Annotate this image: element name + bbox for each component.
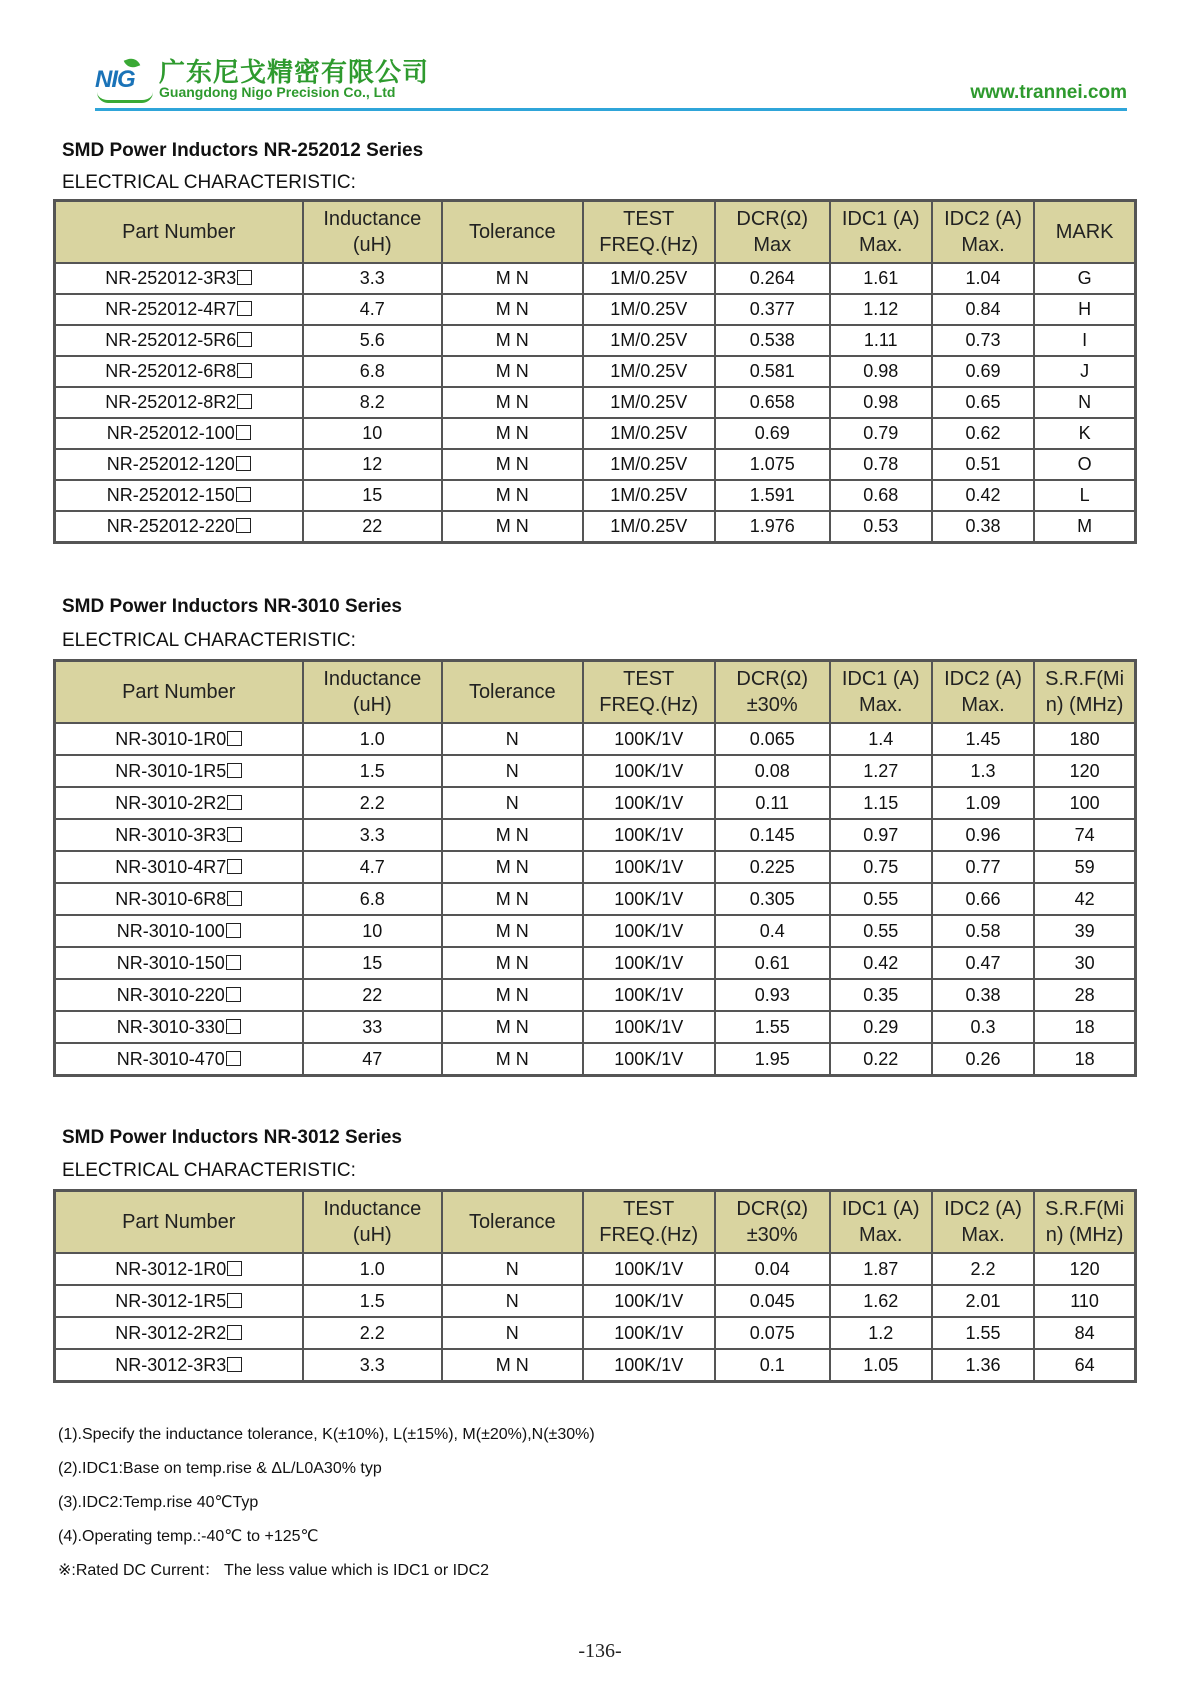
- cell-tolerance: M N: [442, 294, 583, 325]
- tolerance-code-box-icon: [227, 731, 242, 746]
- cell-last-col: 84: [1034, 1317, 1135, 1349]
- tolerance-code-box-icon: [227, 1325, 242, 1340]
- cell-idc2: 0.77: [932, 851, 1034, 883]
- cell-idc2: 0.58: [932, 915, 1034, 947]
- table-header-row: [55, 1191, 1136, 1254]
- cell-last-col: N: [1034, 387, 1135, 418]
- table-row: [55, 819, 1136, 851]
- cell-idc2: 1.55: [932, 1317, 1034, 1349]
- cell-dcr: 0.065: [715, 723, 830, 755]
- cell-idc1: 1.27: [830, 755, 932, 787]
- cell-part-number: NR-252012-3R3: [55, 263, 303, 294]
- cell-idc1: 0.97: [830, 819, 932, 851]
- cell-last-col: 18: [1034, 1011, 1135, 1043]
- cell-test-freq: 1M/0.25V: [583, 449, 715, 480]
- cell-tolerance: M N: [442, 480, 583, 511]
- column-header-last-col: S.R.F(Mi n) (MHz): [1034, 661, 1135, 724]
- footnote: (1).Specify the inductance tolerance, K(±10%), L(±15%), M(±20%),N(±30%): [58, 1426, 595, 1443]
- cell-tolerance: M N: [442, 947, 583, 979]
- cell-last-col: J: [1034, 356, 1135, 387]
- spec-table-nr252012: [53, 199, 1137, 544]
- cell-part-number: NR-252012-6R8: [55, 356, 303, 387]
- tolerance-code-box-icon: [236, 425, 251, 440]
- table-row: [55, 787, 1136, 819]
- cell-tolerance: M N: [442, 883, 583, 915]
- cell-part-number: NR-3010-6R8: [55, 883, 303, 915]
- cell-part-number: NR-3012-1R5: [55, 1285, 303, 1317]
- column-header-dcr: DCR(Ω) ±30%: [715, 1191, 830, 1254]
- logo-text: NIG: [95, 66, 135, 93]
- cell-test-freq: 100K/1V: [583, 1253, 715, 1285]
- tolerance-code-box-icon: [226, 1019, 241, 1034]
- cell-test-freq: 1M/0.25V: [583, 325, 715, 356]
- column-header-last-col: MARK: [1034, 201, 1135, 264]
- cell-test-freq: 100K/1V: [583, 723, 715, 755]
- column-header-last-col: S.R.F(Mi n) (MHz): [1034, 1191, 1135, 1254]
- cell-inductance: 12: [303, 449, 443, 480]
- cell-idc2: 0.38: [932, 511, 1034, 543]
- header-divider: [95, 108, 1127, 111]
- cell-part-number: NR-3010-1R0: [55, 723, 303, 755]
- table-row: [55, 755, 1136, 787]
- cell-test-freq: 1M/0.25V: [583, 387, 715, 418]
- cell-tolerance: M N: [442, 356, 583, 387]
- cell-dcr: 0.045: [715, 1285, 830, 1317]
- tolerance-code-box-icon: [237, 363, 252, 378]
- cell-last-col: 110: [1034, 1285, 1135, 1317]
- cell-inductance: 6.8: [303, 883, 443, 915]
- column-header-inductance: Inductance (uH): [303, 1191, 443, 1254]
- column-header-idc1: IDC1 (A) Max.: [830, 661, 932, 724]
- cell-idc2: 0.51: [932, 449, 1034, 480]
- section-title: SMD Power Inductors NR-3012 Series: [62, 1127, 402, 1148]
- cell-inductance: 1.5: [303, 1285, 443, 1317]
- cell-last-col: 100: [1034, 787, 1135, 819]
- tolerance-code-box-icon: [237, 301, 252, 316]
- company-logo-icon: [95, 58, 153, 102]
- cell-idc2: 0.3: [932, 1011, 1034, 1043]
- cell-idc1: 1.15: [830, 787, 932, 819]
- table-row: [55, 1043, 1136, 1076]
- cell-inductance: 3.3: [303, 1349, 443, 1382]
- cell-dcr: 1.591: [715, 480, 830, 511]
- cell-idc1: 1.4: [830, 723, 932, 755]
- cell-idc1: 0.55: [830, 915, 932, 947]
- cell-inductance: 2.2: [303, 787, 443, 819]
- cell-idc1: 0.79: [830, 418, 932, 449]
- cell-tolerance: N: [442, 1317, 583, 1349]
- cell-dcr: 0.305: [715, 883, 830, 915]
- cell-tolerance: M N: [442, 851, 583, 883]
- tolerance-code-box-icon: [236, 487, 251, 502]
- table-row: [55, 294, 1136, 325]
- cell-idc1: 1.11: [830, 325, 932, 356]
- cell-idc1: 1.62: [830, 1285, 932, 1317]
- cell-dcr: 1.075: [715, 449, 830, 480]
- cell-inductance: 4.7: [303, 851, 443, 883]
- cell-dcr: 0.075: [715, 1317, 830, 1349]
- cell-dcr: 0.08: [715, 755, 830, 787]
- cell-last-col: H: [1034, 294, 1135, 325]
- cell-last-col: O: [1034, 449, 1135, 480]
- cell-part-number: NR-3010-2R2: [55, 787, 303, 819]
- cell-last-col: 120: [1034, 755, 1135, 787]
- cell-part-number: NR-3010-150: [55, 947, 303, 979]
- cell-idc1: 0.78: [830, 449, 932, 480]
- tolerance-code-box-icon: [226, 987, 241, 1002]
- cell-part-number: NR-3012-3R3: [55, 1349, 303, 1382]
- cell-inductance: 10: [303, 915, 443, 947]
- cell-idc1: 0.53: [830, 511, 932, 543]
- cell-part-number: NR-3012-1R0: [55, 1253, 303, 1285]
- tolerance-code-box-icon: [237, 270, 252, 285]
- tolerance-code-box-icon: [226, 923, 241, 938]
- section-title: SMD Power Inductors NR-252012 Series: [62, 140, 424, 161]
- table-row: [55, 1285, 1136, 1317]
- cell-last-col: 59: [1034, 851, 1135, 883]
- cell-tolerance: M N: [442, 1349, 583, 1382]
- cell-test-freq: 100K/1V: [583, 1011, 715, 1043]
- cell-tolerance: N: [442, 787, 583, 819]
- cell-part-number: NR-252012-120: [55, 449, 303, 480]
- column-header-idc1: IDC1 (A) Max.: [830, 1191, 932, 1254]
- cell-idc2: 1.36: [932, 1349, 1034, 1382]
- column-header-test-freq: TEST FREQ.(Hz): [583, 661, 715, 724]
- cell-test-freq: 1M/0.25V: [583, 480, 715, 511]
- cell-test-freq: 1M/0.25V: [583, 418, 715, 449]
- cell-dcr: 0.145: [715, 819, 830, 851]
- cell-idc2: 0.73: [932, 325, 1034, 356]
- table-row: [55, 915, 1136, 947]
- table-header-row: [55, 201, 1136, 264]
- cell-idc2: 1.04: [932, 263, 1034, 294]
- table-row: [55, 883, 1136, 915]
- cell-test-freq: 100K/1V: [583, 787, 715, 819]
- column-header-idc2: IDC2 (A) Max.: [932, 201, 1034, 264]
- cell-idc2: 0.38: [932, 979, 1034, 1011]
- cell-idc1: 0.35: [830, 979, 932, 1011]
- cell-dcr: 0.04: [715, 1253, 830, 1285]
- table-row: [55, 1253, 1136, 1285]
- cell-test-freq: 100K/1V: [583, 1285, 715, 1317]
- cell-idc1: 1.05: [830, 1349, 932, 1382]
- spec-table-nr3012: [53, 1189, 1137, 1383]
- tolerance-code-box-icon: [237, 332, 252, 347]
- cell-idc2: 0.69: [932, 356, 1034, 387]
- cell-tolerance: N: [442, 723, 583, 755]
- cell-dcr: 0.11: [715, 787, 830, 819]
- cell-last-col: 30: [1034, 947, 1135, 979]
- table-row: [55, 947, 1136, 979]
- cell-idc1: 1.61: [830, 263, 932, 294]
- cell-test-freq: 1M/0.25V: [583, 511, 715, 543]
- cell-idc1: 0.29: [830, 1011, 932, 1043]
- cell-part-number: NR-252012-150: [55, 480, 303, 511]
- cell-idc1: 1.87: [830, 1253, 932, 1285]
- cell-idc2: 0.42: [932, 480, 1034, 511]
- column-header-test-freq: TEST FREQ.(Hz): [583, 1191, 715, 1254]
- cell-tolerance: M N: [442, 915, 583, 947]
- cell-dcr: 0.69: [715, 418, 830, 449]
- cell-dcr: 0.93: [715, 979, 830, 1011]
- table-row: [55, 979, 1136, 1011]
- section-subtitle: ELECTRICAL CHARACTERISTIC:: [62, 630, 356, 651]
- cell-part-number: NR-3010-3R3: [55, 819, 303, 851]
- cell-dcr: 0.377: [715, 294, 830, 325]
- table-row: [55, 1349, 1136, 1382]
- cell-tolerance: N: [442, 1285, 583, 1317]
- tolerance-code-box-icon: [227, 859, 242, 874]
- table-row: [55, 723, 1136, 755]
- cell-dcr: 0.581: [715, 356, 830, 387]
- cell-part-number: NR-3010-330: [55, 1011, 303, 1043]
- cell-part-number: NR-252012-8R2: [55, 387, 303, 418]
- cell-part-number: NR-3010-4R7: [55, 851, 303, 883]
- cell-last-col: 18: [1034, 1043, 1135, 1076]
- cell-test-freq: 100K/1V: [583, 1317, 715, 1349]
- cell-dcr: 0.538: [715, 325, 830, 356]
- cell-inductance: 15: [303, 947, 443, 979]
- cell-part-number: NR-252012-4R7: [55, 294, 303, 325]
- table-row: [55, 387, 1136, 418]
- cell-tolerance: M N: [442, 1043, 583, 1076]
- cell-inductance: 10: [303, 418, 443, 449]
- cell-idc2: 2.01: [932, 1285, 1034, 1317]
- cell-test-freq: 100K/1V: [583, 915, 715, 947]
- cell-dcr: 0.264: [715, 263, 830, 294]
- table-row: [55, 511, 1136, 543]
- cell-tolerance: M N: [442, 387, 583, 418]
- cell-last-col: K: [1034, 418, 1135, 449]
- footnote: (2).IDC1:Base on temp.rise & ΔL/L0A30% typ: [58, 1460, 382, 1477]
- cell-part-number: NR-252012-220: [55, 511, 303, 543]
- cell-idc2: 1.09: [932, 787, 1034, 819]
- column-header-dcr: DCR(Ω) ±30%: [715, 661, 830, 724]
- footnote: (4).Operating temp.:-40℃ to +125℃: [58, 1528, 319, 1545]
- cell-inductance: 22: [303, 511, 443, 543]
- section-subtitle: ELECTRICAL CHARACTERISTIC:: [62, 1160, 356, 1181]
- cell-last-col: I: [1034, 325, 1135, 356]
- cell-inductance: 2.2: [303, 1317, 443, 1349]
- cell-dcr: 1.976: [715, 511, 830, 543]
- company-name-en: Guangdong Nigo Precision Co., Ltd: [159, 84, 396, 100]
- cell-test-freq: 100K/1V: [583, 1043, 715, 1076]
- table-row: [55, 1317, 1136, 1349]
- cell-inductance: 6.8: [303, 356, 443, 387]
- cell-tolerance: M N: [442, 263, 583, 294]
- cell-inductance: 22: [303, 979, 443, 1011]
- cell-idc2: 0.65: [932, 387, 1034, 418]
- cell-part-number: NR-3012-2R2: [55, 1317, 303, 1349]
- tolerance-code-box-icon: [227, 827, 242, 842]
- cell-test-freq: 1M/0.25V: [583, 356, 715, 387]
- column-header-idc2: IDC2 (A) Max.: [932, 661, 1034, 724]
- cell-test-freq: 100K/1V: [583, 1349, 715, 1382]
- cell-idc2: 0.47: [932, 947, 1034, 979]
- cell-test-freq: 100K/1V: [583, 819, 715, 851]
- tolerance-code-box-icon: [227, 1261, 242, 1276]
- section-title: SMD Power Inductors NR-3010 Series: [62, 596, 402, 617]
- cell-idc1: 0.55: [830, 883, 932, 915]
- cell-idc2: 0.84: [932, 294, 1034, 325]
- table-row: [55, 851, 1136, 883]
- tolerance-code-box-icon: [236, 456, 251, 471]
- spec-table-nr3010: [53, 659, 1137, 1077]
- cell-part-number: NR-252012-100: [55, 418, 303, 449]
- cell-idc1: 0.22: [830, 1043, 932, 1076]
- cell-idc2: 0.96: [932, 819, 1034, 851]
- table-row: [55, 263, 1136, 294]
- cell-last-col: 120: [1034, 1253, 1135, 1285]
- column-header-inductance: Inductance (uH): [303, 201, 443, 264]
- cell-test-freq: 100K/1V: [583, 883, 715, 915]
- cell-test-freq: 100K/1V: [583, 851, 715, 883]
- cell-last-col: G: [1034, 263, 1135, 294]
- cell-inductance: 3.3: [303, 263, 443, 294]
- cell-idc1: 0.98: [830, 387, 932, 418]
- tolerance-code-box-icon: [227, 1293, 242, 1308]
- column-header-test-freq: TEST FREQ.(Hz): [583, 201, 715, 264]
- column-header-inductance: Inductance (uH): [303, 661, 443, 724]
- cell-tolerance: M N: [442, 819, 583, 851]
- table-row: [55, 356, 1136, 387]
- column-header-idc1: IDC1 (A) Max.: [830, 201, 932, 264]
- column-header-tolerance: Tolerance: [442, 661, 583, 724]
- cell-inductance: 15: [303, 480, 443, 511]
- cell-tolerance: M N: [442, 418, 583, 449]
- column-header-tolerance: Tolerance: [442, 201, 583, 264]
- cell-idc2: 0.66: [932, 883, 1034, 915]
- cell-tolerance: M N: [442, 979, 583, 1011]
- cell-idc2: 1.45: [932, 723, 1034, 755]
- cell-idc2: 0.62: [932, 418, 1034, 449]
- footnotes: [58, 1418, 595, 1588]
- column-header-tolerance: Tolerance: [442, 1191, 583, 1254]
- cell-idc1: 0.98: [830, 356, 932, 387]
- column-header-part-number: Part Number: [55, 661, 303, 724]
- tolerance-code-box-icon: [226, 955, 241, 970]
- cell-last-col: 42: [1034, 883, 1135, 915]
- tolerance-code-box-icon: [227, 891, 242, 906]
- logo-swoosh-icon: [97, 92, 153, 103]
- tolerance-code-box-icon: [236, 518, 251, 533]
- company-name-cn: 广东尼戈精密有限公司: [159, 58, 430, 88]
- column-header-part-number: Part Number: [55, 201, 303, 264]
- cell-test-freq: 100K/1V: [583, 755, 715, 787]
- cell-part-number: NR-3010-470: [55, 1043, 303, 1076]
- cell-tolerance: M N: [442, 1011, 583, 1043]
- column-header-dcr: DCR(Ω) Max: [715, 201, 830, 264]
- cell-tolerance: M N: [442, 511, 583, 543]
- cell-inductance: 8.2: [303, 387, 443, 418]
- cell-part-number: NR-3010-100: [55, 915, 303, 947]
- cell-idc1: 0.75: [830, 851, 932, 883]
- cell-idc2: 2.2: [932, 1253, 1034, 1285]
- table-row: [55, 418, 1136, 449]
- cell-inductance: 1.0: [303, 723, 443, 755]
- cell-last-col: 39: [1034, 915, 1135, 947]
- cell-inductance: 33: [303, 1011, 443, 1043]
- cell-tolerance: N: [442, 1253, 583, 1285]
- cell-part-number: NR-3010-1R5: [55, 755, 303, 787]
- cell-inductance: 47: [303, 1043, 443, 1076]
- table-row: [55, 449, 1136, 480]
- cell-dcr: 1.55: [715, 1011, 830, 1043]
- cell-inductance: 5.6: [303, 325, 443, 356]
- cell-last-col: 180: [1034, 723, 1135, 755]
- cell-idc1: 1.12: [830, 294, 932, 325]
- cell-part-number: NR-252012-5R6: [55, 325, 303, 356]
- cell-dcr: 1.95: [715, 1043, 830, 1076]
- cell-idc2: 0.26: [932, 1043, 1034, 1076]
- cell-inductance: 3.3: [303, 819, 443, 851]
- tolerance-code-box-icon: [227, 1357, 242, 1372]
- cell-dcr: 0.225: [715, 851, 830, 883]
- section-subtitle: ELECTRICAL CHARACTERISTIC:: [62, 172, 356, 193]
- footnote: ※:Rated DC Current： The less value which is IDC1 or IDC2: [58, 1562, 490, 1579]
- cell-inductance: 1.5: [303, 755, 443, 787]
- cell-idc1: 1.2: [830, 1317, 932, 1349]
- cell-test-freq: 100K/1V: [583, 947, 715, 979]
- footnote: (3).IDC2:Temp.rise 40℃Typ: [58, 1494, 259, 1511]
- cell-last-col: M: [1034, 511, 1135, 543]
- tolerance-code-box-icon: [227, 763, 242, 778]
- cell-dcr: 0.658: [715, 387, 830, 418]
- table-row: [55, 480, 1136, 511]
- tolerance-code-box-icon: [227, 795, 242, 810]
- page-header: [95, 50, 1127, 110]
- table-row: [55, 1011, 1136, 1043]
- cell-tolerance: M N: [442, 449, 583, 480]
- cell-last-col: 64: [1034, 1349, 1135, 1382]
- cell-last-col: 74: [1034, 819, 1135, 851]
- cell-part-number: NR-3010-220: [55, 979, 303, 1011]
- cell-inductance: 1.0: [303, 1253, 443, 1285]
- column-header-part-number: Part Number: [55, 1191, 303, 1254]
- cell-last-col: L: [1034, 480, 1135, 511]
- cell-dcr: 0.1: [715, 1349, 830, 1382]
- cell-last-col: 28: [1034, 979, 1135, 1011]
- cell-test-freq: 1M/0.25V: [583, 263, 715, 294]
- cell-test-freq: 1M/0.25V: [583, 294, 715, 325]
- page-number: -136-: [578, 1640, 622, 1662]
- cell-idc2: 1.3: [932, 755, 1034, 787]
- cell-dcr: 0.4: [715, 915, 830, 947]
- tolerance-code-box-icon: [237, 394, 252, 409]
- website-link[interactable]: www.trannei.com: [970, 82, 1127, 103]
- cell-tolerance: N: [442, 755, 583, 787]
- tolerance-code-box-icon: [226, 1051, 241, 1066]
- column-header-idc2: IDC2 (A) Max.: [932, 1191, 1034, 1254]
- cell-test-freq: 100K/1V: [583, 979, 715, 1011]
- table-row: [55, 325, 1136, 356]
- cell-idc1: 0.68: [830, 480, 932, 511]
- cell-dcr: 0.61: [715, 947, 830, 979]
- table-header-row: [55, 661, 1136, 724]
- cell-tolerance: M N: [442, 325, 583, 356]
- cell-inductance: 4.7: [303, 294, 443, 325]
- cell-idc1: 0.42: [830, 947, 932, 979]
